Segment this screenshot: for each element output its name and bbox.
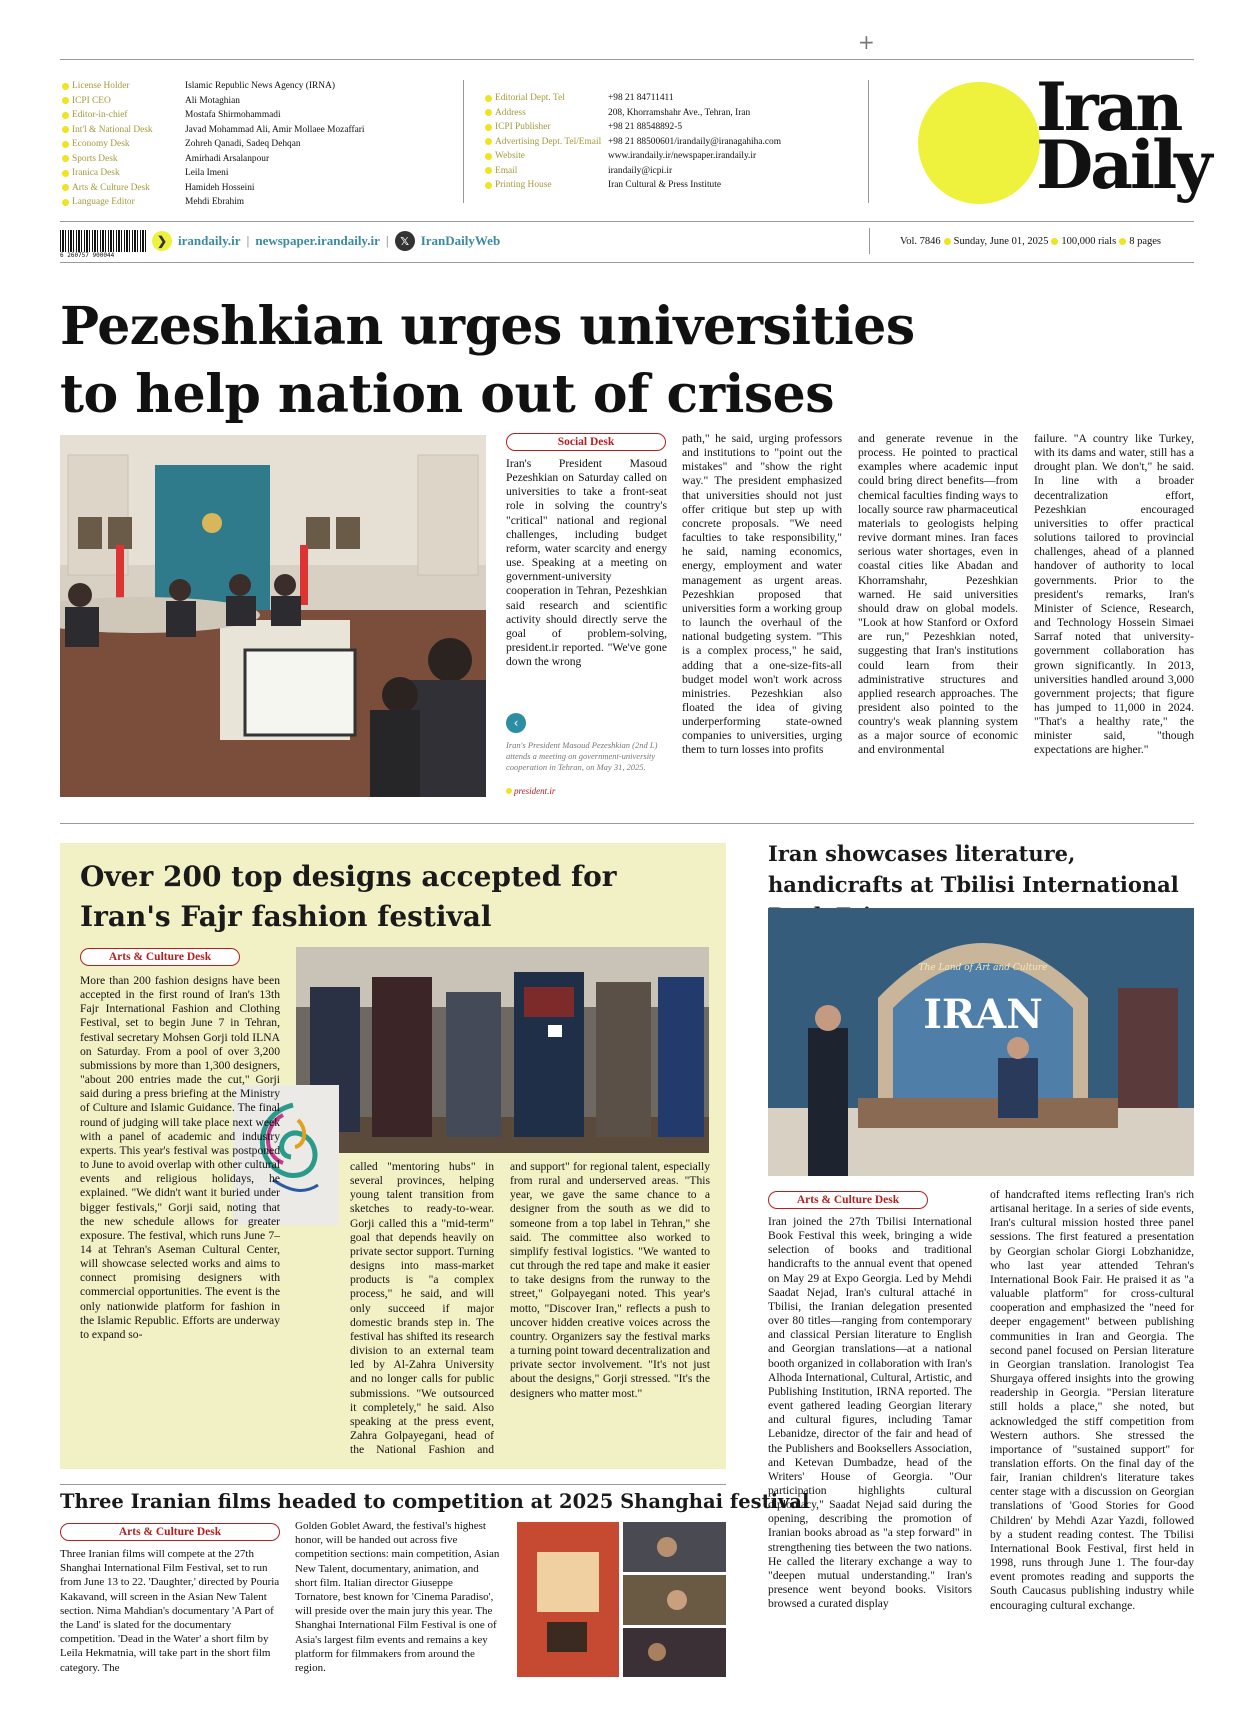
lead-caption: Iran's President Masoud Pezeshkian (2nd L) attends a meeting on government-university cooperation in Tehran, on May 31, 2025. [506,740,658,772]
contact-label [485,135,608,150]
contact-row [485,120,875,135]
arrow-left-icon[interactable]: ‹ [506,713,526,733]
barcode-number: 6 260757 900044 [60,252,115,259]
staff-label [62,108,185,123]
contact-row [485,164,875,179]
lead-text-2: path," he said, urging professors and institutions to "point out the mistakes" and "show the right way." The president emphasized that universities should not just offer critique but step up with concrete proposals. "We need faculties to take responsibility," he said, naming economics, energy, employment and water management as urgent areas. Pezeshkian proposed that universities form a working group to launch the overhaul of the national budgeting system. "This is a complex process," he said, adding that a one-size-fits-all budget model won't work across ministries. Pezeshkian also floated the idea of giving underperforming state-owned companies to universities, urging them to turn losses into profits [682,432,842,757]
contact-label-text: Address [495,107,526,118]
dot-icon [62,141,69,148]
staff-label [62,152,185,167]
staff-value: Mehdi Ebrahim [185,197,245,207]
dot-icon [62,170,69,177]
staff-row [62,79,452,94]
contact-list [485,91,875,193]
dot-icon [485,124,492,131]
contact-value: +98 21 84711411 [608,93,674,103]
staff-row [62,152,452,167]
bookfair-headline[interactable]: Iran showcases literature, handicrafts at Tbilisi International [768,841,1179,897]
masthead-divider [463,80,464,203]
staff-row [62,137,452,152]
staff-label [62,181,185,196]
contact-label-text: Printing House [495,180,552,190]
staff-value: Hamideh Hosseini [185,182,255,193]
logo-line-2: Daily [1036,126,1210,204]
staff-label-text: Language Editor [72,197,135,207]
bookfair-photo [768,908,1194,1176]
dot-icon [62,199,69,206]
web-links [152,231,500,251]
contact-label-text: ICPI Publisher [495,122,551,132]
issue-info [900,236,1161,247]
desk-label: Arts & Culture Desk [80,948,240,966]
dot-icon [485,95,492,102]
lead-headline[interactable]: Pezeshkian urges universities to help nation out of crises [60,296,915,425]
fashion-column-2 [350,1160,494,1456]
staff-label-text: License Holder [72,81,130,91]
staff-row [62,181,452,196]
staff-value: Mostafa Shirmohammadi [185,110,281,120]
staff-row [62,108,452,123]
contact-value: Iran Cultural & Press Institute [608,180,722,190]
photo-credit [506,786,555,796]
fashion-photo [296,947,709,1153]
staff-row [62,195,452,210]
separator: | [246,233,250,248]
contact-label [485,106,608,121]
lead-photo [60,435,486,797]
dot-icon [1119,238,1126,245]
dot-icon [62,97,69,104]
chevron-right-icon: ❯ [152,231,172,251]
staff-label-text: Economy Desk [72,139,130,149]
contact-label [485,164,608,179]
staff-label [62,166,185,181]
lead-text-4: failure. "A country like Turkey, with its dams and water, still has a drought plan. We don't," he said. In line with a broader decentralization effort, Pezeshkian encouraged universities to offer practical solutions tailored to provincial challenges, ahead of a planned handover of authority to local governments. Prior to the president's remarks, Iran's Minister of Science, Research, and Technology Hossein Simaei Sarraf noted that university-government collaboration has grown significantly. In 2013, universities handled around 3,000 government projects; that figure has jumped to 11,000 in 2024. "That's a healthy rate," the minister said, "though expectations are higher." [1034,432,1194,757]
contact-label-text: Website [495,151,525,161]
rule [60,823,1194,824]
staff-label-text: Editor-in-chief [72,110,128,120]
staff-label-text: Int'l & National Desk [72,124,153,135]
staff-value: Ali Motaghian [185,95,240,106]
fashion-headline[interactable]: Over 200 top designs accepted for Iran's Fajr fashion festival [80,860,617,933]
films-column-1 [60,1547,280,1687]
fashion-text-1: More than 200 fashion designs have been accepted in the first round of Iran's 13th Fajr International Fashion and Clothing Festival, set to begin June 7 in Tehran, festival secretary Mohsen Gorji told ILNA on Saturday. From a pool of over 3,200 submissions by more than 1,300 designers, "about 200 entries made the cut," Gorji said during a press briefing at the Ministry of Culture and Islamic Guidance. The final round of judging will take place next week with a panel of academic and industry experts. This year's festival was postponed to June to avoid overlap with other cultural events and religious holidays, he explained. "We didn't want it buried under bigger festivals," Gorji said, noting that the new schedule allows for greater exposure. The festival, which runs June 7–14 at Tehran's Aseman Cultural Center, will showcase selected works and aims to connect promising designers with commercial opportunities. The event is the only nationwide platform for fashion in the Islamic Republic. Efforts are underway to expand so- [80,974,280,1341]
staff-value: Islamic Republic News Agency (IRNA) [185,81,335,91]
dot-icon [485,182,492,189]
staff-label [62,123,185,138]
staff-row [62,166,452,181]
contact-value: irandaily@icpi.ir [608,165,673,176]
lead-column-2 [682,432,842,798]
rule [60,221,1194,222]
plus-icon: + [858,30,875,54]
dot-icon [485,138,492,145]
x-social-icon: 𝕏 [395,231,415,251]
films-text-1: Three Iranian films will compete at the 27th Shanghai International Film Festival, set to run from June 13 to 22. 'Daughter,' directed by Pouria Kakavand, will screen in the Asian New Talent section. Nima Mahdian's documentary 'A Part of the Land' is slated for the documentary competition. 'Dead in the Water' a short film by Leila Hekmatnia, will take part in the short film category. The [60,1548,280,1674]
divider [869,228,870,254]
site-link-2[interactable]: newspaper.irandaily.ir [255,233,380,248]
staff-label [62,195,185,210]
contact-row [485,106,875,121]
staff-label-text: Iranica Desk [72,168,120,178]
rule [60,1484,726,1485]
staff-label [62,137,185,152]
lead-column-4 [1034,432,1194,798]
dot-icon [1051,238,1058,245]
staff-label-text: ICPI CEO [72,95,111,106]
contact-value: +98 21 88500601/irandaily@iranagahiha.com [608,136,781,147]
contact-label [485,91,608,106]
staff-row [62,94,452,109]
contact-value: +98 21 88548892-5 [608,122,683,132]
site-link-1[interactable]: irandaily.ir [178,233,241,248]
lead-column-1 [506,457,667,717]
dot-icon [62,184,69,191]
dot-icon [62,112,69,119]
pages: 8 pages [1129,236,1161,247]
staff-label [62,94,185,109]
contact-label-text: Advertising Dept. Tel/Email [495,136,602,147]
fashion-text-2: called "mentoring hubs" in several provinces, helping young talent transition from sketches to ready-to-wear. Gorji called this a "mid-term" goal that depends heavily on private sector support. Turning designs into mass-market products is "a complex process," he said, and will only succeed if major domestic brands step in. The festival has shifted its research division to an external team led by Al-Zahra University and no longer calls for public submissions. "We outsourced it completely," he said. Also speaking at the press event, Zahra Golpayegani, head of the National Fashion and [350,1160,494,1456]
dot-icon [62,126,69,133]
bookfair-text-1: Iran joined the 27th Tbilisi International Book Festival this week, bringing a wide selection of books and traditional handicrafts to the annual event that opened on May 29 at Expo Georgia. Led by Mehdi Saadat Nejad, Iran's cultural attaché in Tbilisi, the Iranian delegation presented over 80 titles—ranging from contemporary and classical Persian literature to English and Georgian translations—at a national booth organized in collaboration with Iran's Alhoda International, Cultural, Artistic, and Publishing Institution, IRNA reported. The event gathered leading Georgian literary and cultural figures, including Tamar Lebanidze, director of the fair and head of the Publishers and Booksellers Association, and Ketevan Dumbadze, head of the Writers' House of Georgia. "Our participation highlights cultural diplomacy," Saadat Nejad said during the opening, describing the promotion of Iranian books abroad as "a step forward" in strengthening ties between the two nations. He called the literary exchange a way to "deepen mutual understanding." Iran's presence went beyond books. Visitors browsed a curated display [768,1215,972,1611]
dot-icon [485,109,492,116]
logo-line-1: Iran [1036,68,1181,146]
films-text-2: Golden Goblet Award, the festival's highest honor, will be handed out across five competition sections: main competition, Asian New Talent, documentary, animation, and short film. Italian director Giuseppe Tornatore, best known for 'Cinema Paradiso', will preside over the main jury this year. The Shanghai International Film Festival is one of Asia's largest film events and remains a key platform for filmmakers from around the region. [295,1520,500,1675]
fashion-column-1 [80,974,280,1456]
bookfair-column-1 [768,1215,972,1696]
contact-row [485,178,875,193]
staff-value: Leila Imeni [185,168,229,178]
film-stills [517,1522,726,1677]
date: Sunday, June 01, 2025 [953,236,1049,247]
staff-row [62,123,452,138]
contact-label [485,120,608,135]
rule [60,262,1194,263]
contact-row [485,149,875,164]
logo[interactable] [1036,68,1210,204]
fashion-text-3: and support" for regional talent, especially from rural and underserved areas. "This year, we gave the same chance to a designer from the south as we did to someone from a top label in Tehran," she said. The committee also worked to simplify festival logistics. "We wanted to cut through the red tape and make it easier to take designs from the runway to the street," Golpayegani noted. This year's motto, "Discover Iran," reflects a push to uncover hidden creative voices across the country. Organizers say the festival marks a turning point toward decentralization and private sector involvement. "It's not just about the designs," Gorji stressed. "It's the designers who matter most." [510,1160,710,1400]
staff-value: Amirhadi Arsalanpour [185,153,270,164]
desk-label: Social Desk [506,433,666,451]
contact-value: www.irandaily.ir/newspaper.irandaily.ir [608,151,757,161]
separator: | [385,233,389,248]
volume: Vol. 7846 [900,236,941,247]
contact-row [485,135,875,150]
dot-icon [506,788,512,794]
dot-icon [62,83,69,90]
price: 100,000 rials [1061,236,1117,247]
logo-circle [918,82,1040,204]
contact-row [485,91,875,106]
staff-label [62,79,185,94]
desk-label: Arts & Culture Desk [768,1191,928,1209]
contact-label [485,149,608,164]
iran-sign-sub: The Land of Art and Culture [918,963,1048,973]
contact-label [485,178,608,193]
desk-label: Arts & Culture Desk [60,1523,280,1541]
dot-icon [62,155,69,162]
dot-icon [485,153,492,160]
credit-text: president.ir [514,786,556,796]
bookfair-text-2: of handcrafted items reflecting Iran's rich artisanal heritage. In a series of side events, Iran's cultural mission hosted three panel sessions. The first featured a presentation by Georgian scholar Giorgi Lobzhanidze, who last year attended Tehran's International Book Fair. He praised it as "a valuable platform" for cross-cultural cooperation and emphasized the "need for deeper engagement" between publishing communities in Iran and Georgia. The second panel focused on Persian literature in Georgian translation. Iranologist Tea Shurgaya offered insights into the growing readership in Georgia. "Persian literature still holds a place," she noted, but acknowledged the stiff competition from Western authors. She stressed the importance of "sustained support" for translation efforts. On the final day of the fair, Iranian children's literature takes center stage with a discussion on Georgian translations of 'Good Stories for Good Children' by Mehdi Azar Yazdi, followed by a student reading contest. The Tbilisi International Book Festival, first held in 1998, runs through June 1. The four-day event promotes reading and supports the South Caucasus publishing industry while encouraging cultural exchange. [990,1188,1194,1612]
masthead-divider [868,80,869,203]
lead-column-3 [858,432,1018,798]
films-column-2 [295,1519,500,1687]
iran-sign-text: IRAN [923,991,1043,1038]
films-headline[interactable]: Three Iranian films headed to competition at 2025 Shanghai festival [60,1490,810,1513]
dot-icon [944,238,951,245]
staff-value: Zohreh Qanadi, Sadeq Dehqan [185,139,301,149]
fashion-column-3 [510,1160,710,1456]
staff-label-text: Arts & Culture Desk [72,182,150,193]
lead-text-3: and generate revenue in the process. He pointed to practical examples where academic input could bring direct benefits—from chemical faculties finding ways to locally source raw pharmaceutical materials to geologists helping revive dormant mines. Iran faces serious water shortages, even in coastal cities like Abadan and Khorramshahr, Pezeshkian warned. He said universities should draw on global models. "Look at how Stanford or Oxford are run," Pezeshkian noted, suggesting that Iran's institutions could learn from their administrative structures and applied research approaches. The president also pointed to the country's weak planning system as a major source of economic and environmental [858,432,1018,757]
staff-list [62,79,452,210]
staff-label-text: Sports Desk [72,153,118,164]
bookfair-column-2 [990,1188,1194,1696]
lead-text-1: Iran's President Masoud Pezeshkian on Saturday called on universities to take a front-seat role in solving the country's "critical" national and regional challenges, including budget reform, water scarcity and energy use. Speaking at a meeting on government-university cooperation in Tehran, Pezeshkian said research and scientific activity should directly serve the goal of problem-solving, president.ir reported. "We've gone down the wrong [506,457,667,669]
contact-label-text: Editorial Dept. Tel [495,93,565,103]
barcode [60,230,148,252]
social-link[interactable]: IranDailyWeb [420,233,501,248]
staff-value: Javad Mohammad Ali, Amir Mollaee Mozaffari [185,124,365,135]
contact-value: 208, Khorramshahr Ave., Tehran, Iran [608,107,751,118]
dot-icon [485,167,492,174]
top-rule [60,59,1194,60]
contact-label-text: Email [495,165,518,176]
